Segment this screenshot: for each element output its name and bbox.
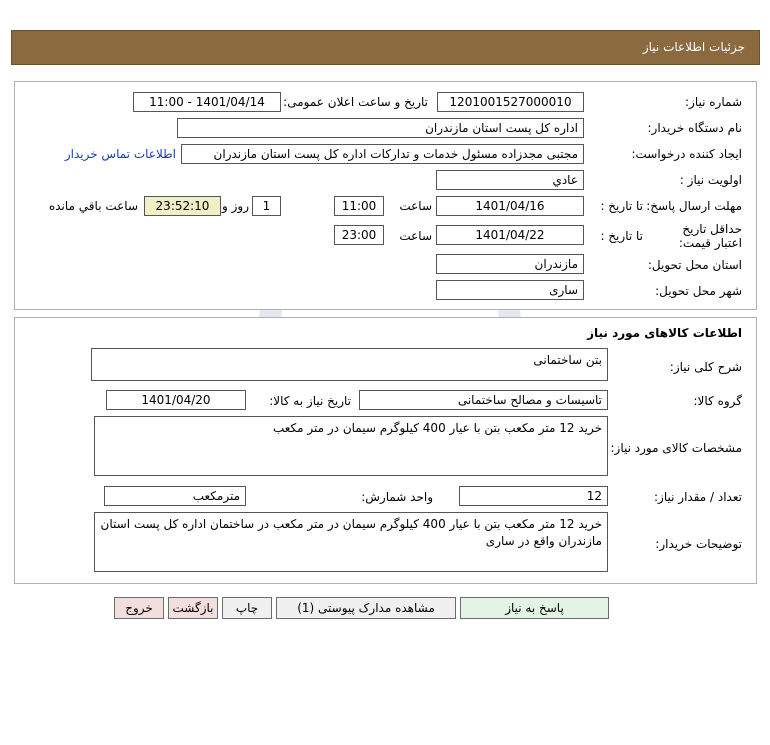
unit-label: واحد شمارش: bbox=[361, 490, 433, 504]
page-title: جزئیات اطلاعات نیاز bbox=[642, 40, 745, 54]
need-number-label: شماره نیاز: bbox=[685, 95, 742, 109]
deadline-label: مهلت ارسال پاسخ: bbox=[646, 199, 742, 213]
province-field: مازندران bbox=[436, 254, 584, 274]
validity-time-label: ساعت bbox=[399, 229, 432, 243]
group-label: گروه کالا: bbox=[693, 394, 742, 408]
validity-time-field: 23:00 bbox=[334, 225, 384, 245]
general-desc-field: بتن ساختمانی bbox=[91, 348, 608, 381]
validity-to-date-label: تا تاریخ : bbox=[600, 229, 643, 243]
province-label: استان محل تحویل: bbox=[647, 258, 742, 272]
specs-field: خرید 12 متر مکعب بتن با عیار 400 کیلوگرم سیمان در متر مکعب bbox=[94, 416, 608, 476]
back-button[interactable]: بازگشت bbox=[168, 597, 218, 619]
contact-info-link[interactable]: اطلاعات تماس خریدار bbox=[64, 147, 176, 161]
deadline-to-date-label: تا تاریخ : bbox=[600, 199, 643, 213]
page-header bbox=[11, 30, 760, 65]
qty-field: 12 bbox=[459, 486, 608, 506]
city-label: شهر محل تحویل: bbox=[655, 284, 742, 298]
buyer-org-label: نام دستگاه خریدار: bbox=[647, 121, 742, 135]
need-info-panel bbox=[14, 81, 757, 310]
days-label: روز و bbox=[222, 199, 249, 213]
print-button[interactable]: چاپ bbox=[222, 597, 272, 619]
announce-label: تاریخ و ساعت اعلان عمومی: bbox=[283, 95, 428, 109]
unit-field: مترمکعب bbox=[104, 486, 246, 506]
buyer-org-field: اداره کل پست استان مازندران bbox=[177, 118, 584, 138]
need-date-label: تاریخ نیاز به کالا: bbox=[269, 394, 351, 408]
remaining-time-field: 23:52:10 bbox=[144, 196, 221, 216]
specs-label: مشخصات کالای مورد نیاز: bbox=[610, 441, 742, 455]
goods-section-title: اطلاعات کالاهای مورد نیاز bbox=[587, 326, 742, 340]
group-field: تاسیسات و مصالح ساختمانی bbox=[359, 390, 608, 410]
exit-button[interactable]: خروج bbox=[114, 597, 164, 619]
requester-label: ایجاد کننده درخواست: bbox=[631, 147, 742, 161]
view-docs-button[interactable]: مشاهده مدارک پیوستی (1) bbox=[276, 597, 456, 619]
requester-field: مجتبی مجدزاده مسئول خدمات و تدارکات اداره کل پست استان مازندران bbox=[181, 144, 584, 164]
need-number-field: 1201001527000010 bbox=[437, 92, 584, 112]
deadline-time-label: ساعت bbox=[399, 199, 432, 213]
days-field: 1 bbox=[252, 196, 281, 216]
need-date-field: 1401/04/20 bbox=[106, 390, 246, 410]
qty-label: تعداد / مقدار نیاز: bbox=[654, 490, 742, 504]
buyer-notes-field: خرید 12 متر مکعب بتن با عیار 400 کیلوگرم سیمان در متر مکعب در ساختمان اداره کل پست استان مازندران واقع در ساری bbox=[94, 512, 608, 572]
reply-button[interactable]: پاسخ به نیاز bbox=[460, 597, 609, 619]
priority-field: عادي bbox=[436, 170, 584, 190]
validity-label: حداقل تاریخ اعتبار قیمت: bbox=[678, 222, 742, 250]
validity-date-field: 1401/04/22 bbox=[436, 225, 584, 245]
priority-label: اولویت نیاز : bbox=[679, 173, 742, 187]
announce-field: 1401/04/14 - 11:00 bbox=[133, 92, 281, 112]
deadline-date-field: 1401/04/16 bbox=[436, 196, 584, 216]
city-field: ساری bbox=[436, 280, 584, 300]
remaining-label: ساعت باقي مانده bbox=[48, 199, 138, 213]
buyer-notes-label: توضیحات خریدار: bbox=[655, 537, 742, 551]
general-desc-label: شرح کلی نیاز: bbox=[669, 360, 742, 374]
deadline-time-field: 11:00 bbox=[334, 196, 384, 216]
